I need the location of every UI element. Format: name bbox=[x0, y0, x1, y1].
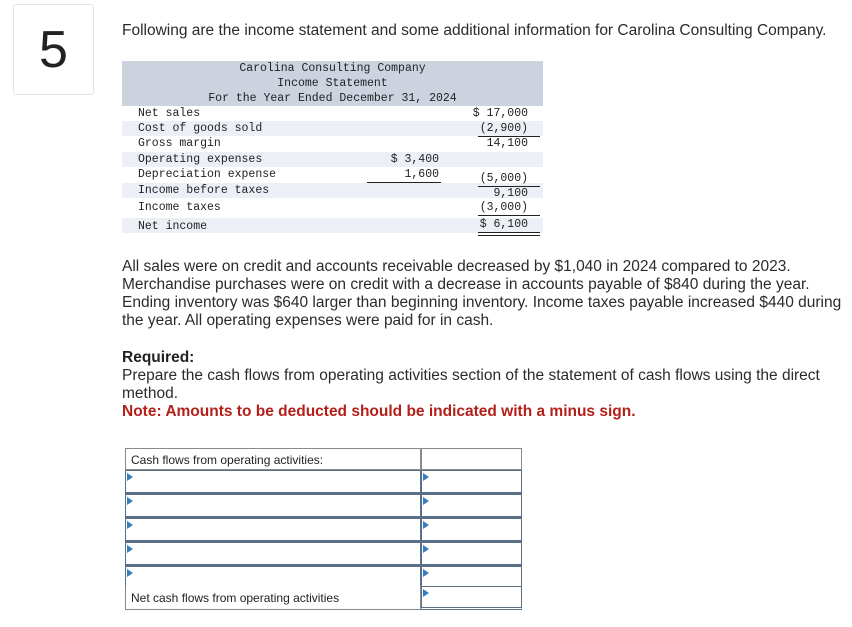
required-label: Required: bbox=[122, 349, 195, 366]
double-underline bbox=[478, 232, 540, 233]
row-label: Depreciation expense bbox=[138, 168, 277, 181]
account-dropdown[interactable] bbox=[125, 518, 421, 542]
underline bbox=[478, 215, 540, 216]
note-text: Note: Amounts to be deducted should be indicated with a minus sign. bbox=[122, 403, 636, 420]
row-right: (5,000) bbox=[479, 172, 528, 185]
row-right: (2,900) bbox=[479, 122, 528, 135]
required-text: Prepare the cash flows from operating activities section of the statement of cash flows using the direct method. bbox=[122, 367, 820, 402]
statement-title: Income Statement bbox=[277, 77, 388, 90]
row-right: 9,100 bbox=[493, 187, 528, 200]
worksheet-footer: Net cash flows from operating activities bbox=[131, 591, 340, 605]
amount-input[interactable] bbox=[421, 518, 522, 542]
statement-company: Carolina Consulting Company bbox=[239, 62, 426, 75]
row-label: Income before taxes bbox=[138, 184, 270, 197]
row-right: $ 17,000 bbox=[472, 107, 528, 120]
row-mid: 1,600 bbox=[404, 168, 439, 181]
account-dropdown[interactable] bbox=[125, 494, 421, 518]
worksheet-header: Cash flows from operating activities: bbox=[131, 453, 324, 467]
account-dropdown[interactable] bbox=[125, 470, 421, 494]
row-label: Net sales bbox=[138, 107, 201, 120]
row-right: 14,100 bbox=[486, 137, 528, 150]
income-statement bbox=[122, 61, 543, 237]
row-right: $ 6,100 bbox=[479, 218, 528, 231]
amount-input[interactable] bbox=[421, 542, 522, 566]
required-section bbox=[122, 349, 847, 421]
row-label: Cost of goods sold bbox=[138, 122, 263, 135]
amount-input[interactable] bbox=[421, 494, 522, 518]
double-underline bbox=[478, 235, 540, 236]
worksheet-footer-cell bbox=[125, 586, 421, 610]
worksheet-header-cell bbox=[125, 448, 421, 470]
row-mid: $ 3,400 bbox=[390, 153, 439, 166]
row-label: Income taxes bbox=[138, 201, 221, 214]
row-label: Gross margin bbox=[138, 137, 221, 150]
row-label: Net income bbox=[138, 220, 208, 233]
statement-period: For the Year Ended December 31, 2024 bbox=[208, 92, 457, 105]
net-cash-flow-input[interactable] bbox=[421, 586, 522, 610]
question-number: 5 bbox=[13, 4, 94, 95]
row-right: (3,000) bbox=[479, 201, 528, 214]
amount-input[interactable] bbox=[421, 470, 522, 494]
underline bbox=[367, 182, 441, 183]
row-label: Operating expenses bbox=[138, 153, 263, 166]
additional-info: All sales were on credit and accounts receivable decreased by $1,040 in 2024 compared to 2023. Merchandise purchases were on credit with a decrease in accounts payable of $840 during the year. Ending inventory was $640 larger than beginning inventory. Income taxes payable increased $440 during the year. All operating expenses were paid for in cash. bbox=[122, 258, 842, 329]
worksheet-header-amount-cell bbox=[421, 448, 522, 470]
intro-text: Following are the income statement and some additional information for Carolina Consulting Company. bbox=[122, 22, 827, 39]
account-dropdown[interactable] bbox=[125, 542, 421, 566]
